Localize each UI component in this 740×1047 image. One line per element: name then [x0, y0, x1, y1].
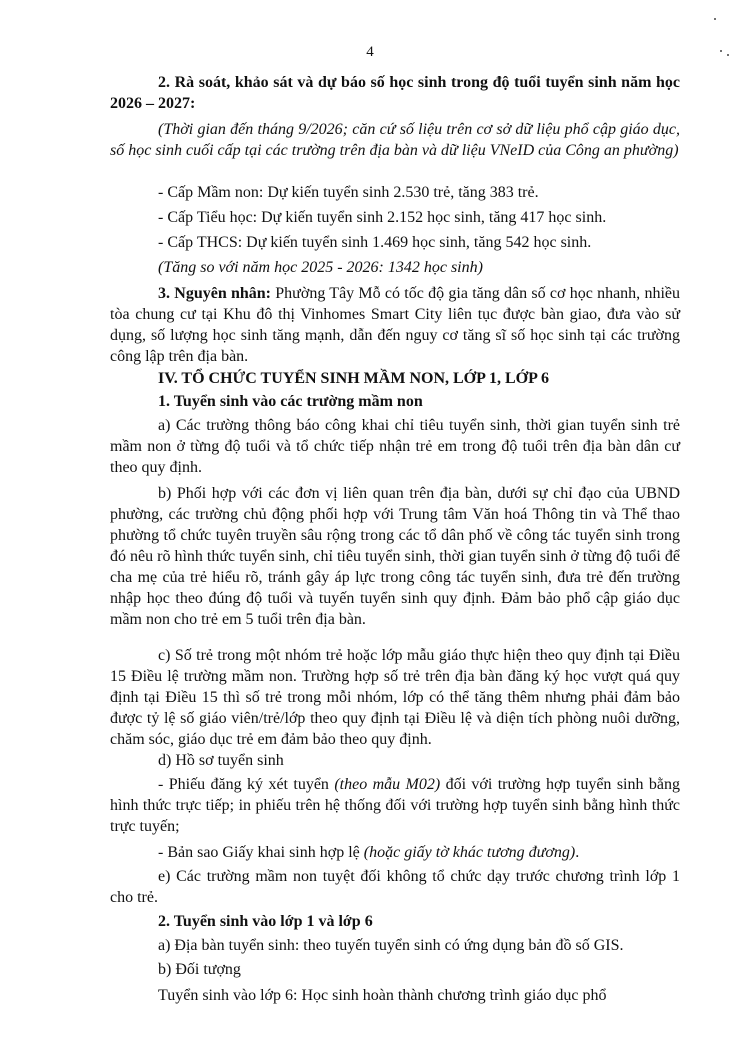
subsection-2-b: b) Đối tượng — [158, 961, 241, 978]
forecast-primary: - Cấp Tiểu học: Dự kiến tuyển sinh 2.152 học sinh, tăng 417 học sinh. — [158, 209, 607, 226]
subsection-2-a: a) Địa bàn tuyển sinh: theo tuyến tuyển sinh có ứng dụng bản đồ số GIS. — [158, 937, 624, 954]
scan-speck — [714, 18, 716, 20]
subsection-2-heading: 2. Tuyển sinh vào lớp 1 và lớp 6 — [158, 913, 373, 930]
d2-text-start: - Bản sao Giấy khai sinh hợp lệ — [158, 844, 364, 861]
section-3-text: Phường Tây Mỗ có tốc độ gia tăng dân số cơ học nhanh, nhiều tòa chung cư tại Khu đô thị Vinhomes Smart City liên tục được bàn giao, đưa vào sử dụng, số lượng học sinh tăng mạnh, dẫn đến nguy cơ tăng sĩ số học sinh tại các trường công lập trên địa bàn. — [110, 285, 680, 365]
scan-speck — [727, 54, 729, 56]
section-3-paragraph — [110, 283, 680, 367]
subsection-1-heading: 1. Tuyển sinh vào các trường mầm non — [158, 393, 423, 410]
subsection-2-grade6: Tuyển sinh vào lớp 6: Học sinh hoàn thành chương trình giáo dục phổ — [158, 987, 607, 1004]
forecast-preschool: - Cấp Mầm non: Dự kiến tuyển sinh 2.530 trẻ, tăng 383 trẻ. — [158, 184, 539, 201]
d2-text-end: . — [575, 844, 580, 861]
section-4-heading: IV. TỔ CHỨC TUYỂN SINH MẦM NON, LỚP 1, LỚP 6 — [158, 370, 550, 387]
d1-form-reference: (theo mẫu M02) — [334, 776, 441, 793]
paragraph-d-item-1 — [110, 774, 680, 837]
paragraph-a: a) Các trường thông báo công khai chỉ tiêu tuyển sinh, thời gian tuyển sinh trẻ mầm non ở từng độ tuổi và tổ chức tiếp nhận trẻ em trong độ tuổi trên địa bàn dân cư theo quy định. — [110, 417, 680, 476]
paragraph-b: b) Phối hợp với các đơn vị liên quan trên địa bàn, dưới sự chỉ đạo của UBND phường, các trường chủ động phối hợp với Trung tâm Văn hoá Thông tin và Thể thao phường tổ chức tuyên truyền sâu rộng trong các tổ dân phố về công tác tuyển sinh trong đó nêu rõ hình thức tuyển sinh, chỉ tiêu tuyển sinh, thời gian tuyển sinh ở từng độ tuổi để cha mẹ của trẻ hiểu rõ, tránh gây áp lực trong công tác tuyển sinh, đưa trẻ đến trường nhập học theo đúng độ tuổi và tuyến tuyển sinh quy định. Đảm bảo phổ cập giáo dục mầm non cho trẻ em 5 tuổi trên địa bàn. — [110, 485, 680, 628]
paragraph-d-item-2 — [110, 842, 680, 863]
section-2-note: (Thời gian đến tháng 9/2026; căn cứ số liệu trên cơ sở dữ liệu phổ cập giáo dục, số học sinh cuối cấp tại các trường trên địa bàn và dữ liệu VNeID của Công an phường) — [110, 121, 680, 159]
section-2-heading: 2. Rà soát, khảo sát và dự báo số học sinh trong độ tuổi tuyển sinh năm học 2026 – 2027: — [110, 74, 680, 112]
page-number: 4 — [366, 44, 374, 60]
paragraph-e: e) Các trường mầm non tuyệt đối không tổ chức dạy trước chương trình lớp 1 cho trẻ. — [110, 868, 680, 906]
scan-speck — [720, 50, 722, 52]
forecast-secondary: - Cấp THCS: Dự kiến tuyển sinh 1.469 học sinh, tăng 542 học sinh. — [158, 234, 592, 251]
d1-text-end: đối với trường hợp tuyển sinh bằng hình thức trực tiếp; in phiếu trên hệ thống đối với trường hợp tuyển sinh bằng hình thức trực tuyến; — [110, 776, 680, 835]
forecast-increase-note: (Tăng so với năm học 2025 - 2026: 1342 học sinh) — [158, 259, 483, 276]
section-3-label: 3. Nguyên nhân: — [158, 285, 272, 302]
paragraph-d: d) Hồ sơ tuyển sinh — [158, 752, 284, 769]
d2-equivalent-note: (hoặc giấy tờ khác tương đương) — [363, 844, 576, 861]
d1-text-start: - Phiếu đăng ký xét tuyển — [158, 776, 335, 793]
paragraph-c: c) Số trẻ trong một nhóm trẻ hoặc lớp mẫu giáo thực hiện theo quy định tại Điều 15 Điều lệ trường mầm non. Trường hợp số trẻ trên địa bàn đăng ký học vượt quá quy định tại Điều 15 thì số trẻ trong mỗi nhóm, lớp có thể tăng thêm nhưng phải đảm bảo được tỷ lệ số giáo viên/trẻ/lớp theo quy định tại Điều lệ và diện tích phòng nuôi dưỡng, chăm sóc, giáo dục trẻ em đảm bảo theo quy định. — [110, 647, 680, 748]
